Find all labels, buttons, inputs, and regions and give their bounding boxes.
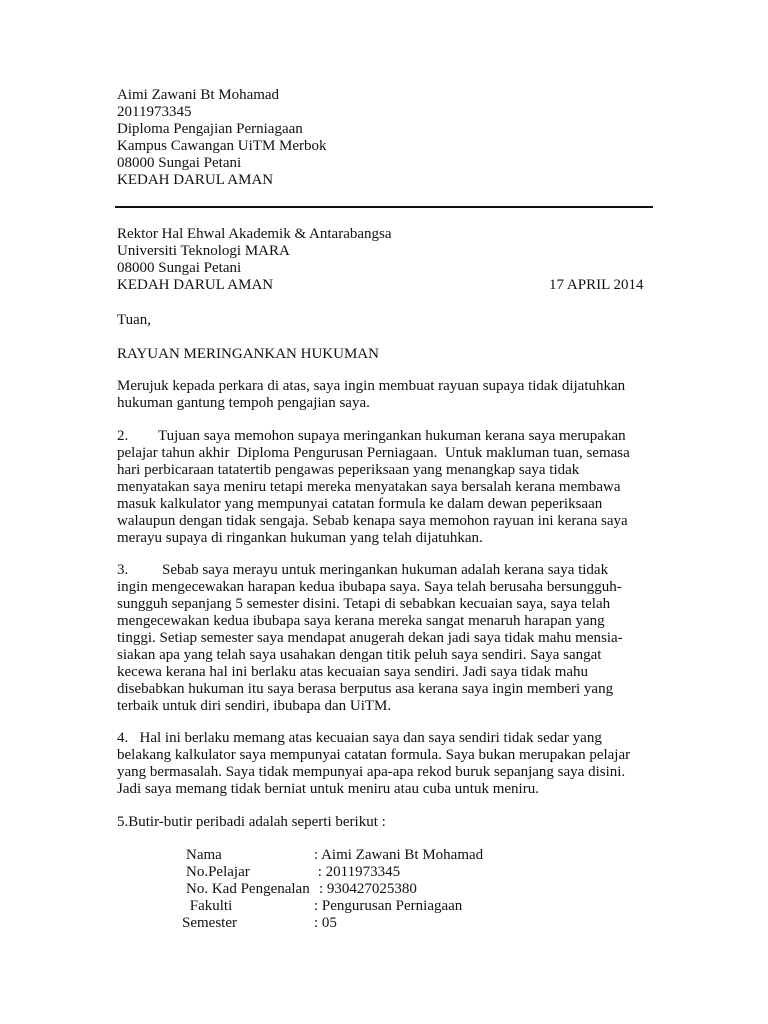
para3-line: disebabkan hukuman itu saya berasa berputus asa kerana saya ingin memberi yang [117,681,614,697]
sender-name: Aimi Zawani Bt Mohamad [117,87,280,103]
detail-value-student-no: : 2011973345 [314,864,401,880]
para3-line: ingin mengecewakan harapan kedua ibubapa saya. Saya telah berusaha bersungguh- [117,579,622,595]
para2-line: masuk kalkulator yang mempunyai catatan formula ke dalam dewan peperiksaan [117,496,603,512]
recipient-university: Universiti Teknologi MARA [117,243,290,259]
para3-line: sungguh sepanjang 5 semester disini. Tetapi di sebabkan kecuaian saya, saya telah [117,596,611,612]
para1-line: hukuman gantung tempoh pengajian saya. [117,395,370,411]
header-divider [115,206,653,208]
sender-id: 2011973345 [117,104,192,120]
para4-line: belakang kalkulator saya mempunyai catatan formula. Saya bukan merupakan pelajar [117,747,631,763]
para2-line: menyatakan saya meniru tetapi mereka menyatakan saya bersalah kerana membawa [117,479,621,495]
recipient-title: Rektor Hal Ehwal Akademik & Antarabangsa [117,226,392,242]
detail-label-ic: No. Kad Pengenalan [186,881,310,897]
detail-value-semester: : 05 [314,915,337,931]
detail-value-ic: : 930427025380 [319,881,417,897]
detail-label-name: Nama [186,847,222,863]
para3-line: siakan apa yang telah saya usahakan dengan titik peluh saya sendiri. Saya sangat [117,647,602,663]
salutation: Tuan, [117,312,152,328]
para4-line: Jadi saya memang tidak berniat untuk meniru atau cuba untuk meniru. [117,781,539,797]
para2-line: hari perbicaraan tatatertib pengawas peperiksaan yang menangkap saya tidak [117,462,580,478]
detail-label-student-no: No.Pelajar [186,864,250,880]
para4-line: yang bermasalah. Saya tidak mempunyai apa-apa rekod buruk sepanjang saya disini. [117,764,626,780]
sender-city: 08000 Sungai Petani [117,155,242,171]
para2-line: pelajar tahun akhir Diploma Pengurusan Perniagaan. Untuk makluman tuan, semasa [117,445,630,461]
para3-line: kecewa kerana hal ini berlaku atas kecuaian saya sendiri. Jadi saya tidak mahu [117,664,589,680]
para3-line: tinggi. Setiap semester saya mendapat anugerah dekan jadi saya tidak mahu mensia- [117,630,623,646]
detail-value-faculty: : Pengurusan Perniagaan [314,898,463,914]
para3-line: mengecewakan kedua ibubapa saya kerana mereka sangat menaruh harapan yang [117,613,605,629]
para3-line: 3. Sebab saya merayu untuk meringankan hukuman adalah kerana saya tidak [117,562,609,578]
sender-campus: Kampus Cawangan UiTM Merbok [117,138,327,154]
para5-heading: 5.Butir-butir peribadi adalah seperti berikut : [117,814,386,830]
subject: RAYUAN MERINGANKAN HUKUMAN [117,346,379,362]
letter-date: 17 APRIL 2014 [549,277,644,293]
recipient-state: KEDAH DARUL AMAN [117,277,274,293]
para2-line: walaupun dengan tidak sengaja. Sebab kenapa saya memohon rayuan ini kerana saya [117,513,628,529]
recipient-city: 08000 Sungai Petani [117,260,242,276]
para1-line: Merujuk kepada perkara di atas, saya ingin membuat rayuan supaya tidak dijatuhkan [117,378,626,394]
para3-line: terbaik untuk diri sendiri, ibubapa dan UiTM. [117,698,392,714]
detail-label-semester: Semester [182,915,237,931]
para2-line: 2. Tujuan saya memohon supaya meringankan hukuman kerana saya merupakan [117,428,626,444]
para2-line: merayu supaya di ringankan hukuman yang telah dijatuhkan. [117,530,483,546]
sender-state: KEDAH DARUL AMAN [117,172,274,188]
detail-label-faculty: Fakulti [186,898,233,914]
para4-line: 4. Hal ini berlaku memang atas kecuaian saya dan saya sendiri tidak sedar yang [117,730,602,746]
detail-value-name: : Aimi Zawani Bt Mohamad [314,847,484,863]
sender-program: Diploma Pengajian Perniagaan [117,121,303,137]
